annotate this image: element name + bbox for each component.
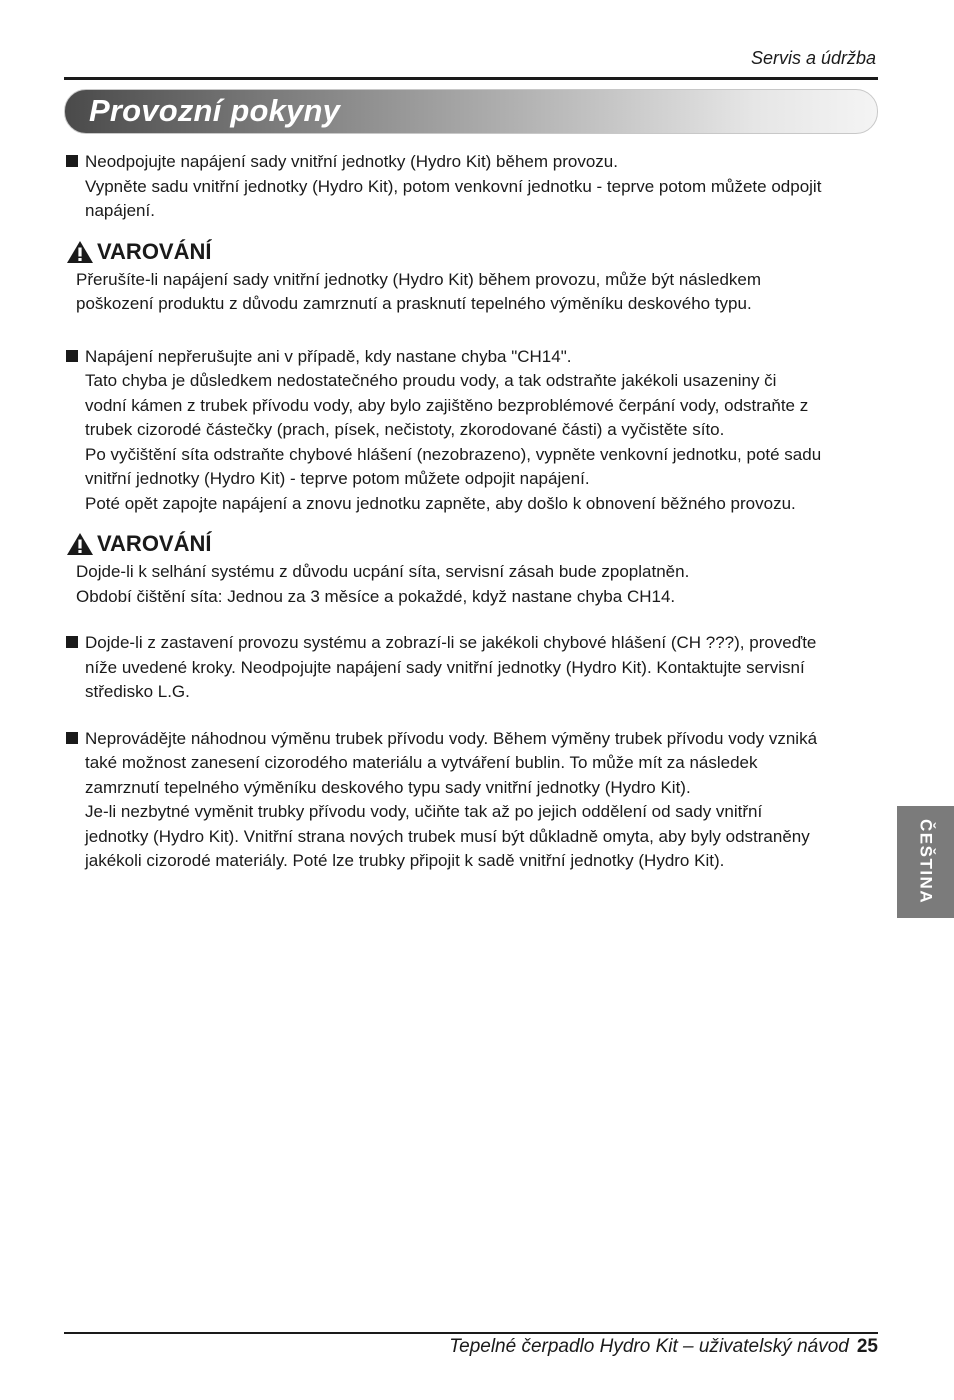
spacer xyxy=(66,609,878,631)
title-bar xyxy=(64,89,878,134)
bullet-line: jednotky (Hydro Kit). Vnitřní strana nových trubek musí být důkladně omyta, aby byly odstraněny xyxy=(85,826,810,846)
warning-line: Dojde-li k selhání systému z důvodu ucpání síta, servisní zásah bude zpoplatněn. xyxy=(76,562,690,581)
warning-heading xyxy=(66,530,878,558)
warning-line: Období čištění síta: Jednou za 3 měsíce a pokaždé, když nastane chyba CH14. xyxy=(76,586,676,606)
bullet-line: Neodpojujte napájení sady vnitřní jednotky (Hydro Kit) během provozu. xyxy=(85,152,618,171)
bullet-line: jakékoli cizorodé materiály. Poté lze trubky připojit k sadě vnitřní jednotky (Hydro Kit). xyxy=(85,851,725,870)
bullet-item xyxy=(66,727,878,874)
warning-block xyxy=(66,530,878,609)
warning-line: poškození produktu z důvodu zamrznutí a prasknutí tepelného výměníku deskového typu. xyxy=(76,294,752,313)
page-title: Provozní pokyny xyxy=(89,93,341,128)
footer xyxy=(449,1336,878,1358)
bullet-line: napájení. xyxy=(85,201,155,220)
bullet-line: Je-li nezbytné vyměnit trubky přívodu vody, učiňte tak až po jejich oddělení od sady vnitřní xyxy=(85,802,763,821)
bullet-line: středisko L.G. xyxy=(85,682,190,701)
warning-label: VAROVÁNÍ xyxy=(97,531,212,556)
bullet-item xyxy=(66,631,878,705)
bullet-square xyxy=(66,636,78,648)
language-tab-label: ČEŠTINA xyxy=(916,819,936,905)
bullet-line: níže uvedené kroky. Neodpojujte napájení sady vnitřní jednotky (Hydro Kit). Kontaktujte servisní xyxy=(85,657,805,677)
header-rule xyxy=(64,77,878,80)
bullet-square xyxy=(66,732,78,744)
bullet-line: vnitřní jednotky (Hydro Kit) - teprve potom můžete odpojit napájení. xyxy=(85,469,590,488)
spacer xyxy=(66,705,878,727)
footer-rule xyxy=(64,1332,878,1334)
bullet-line: Napájení nepřerušujte ani v případě, kdy nastane chyba "CH14". xyxy=(85,346,572,366)
warning-triangle-icon xyxy=(66,240,94,264)
bullet-line: trubek cizorodé částečky (prach, písek, nečistoty, zkorodované části) a vyčistěte síto. xyxy=(85,420,725,439)
bullet-line: Tato chyba je důsledkem nedostatečného proudu vody, a tak odstraňte jakékoli usazeniny či xyxy=(85,371,777,390)
warning-text xyxy=(66,268,878,317)
bullet-item xyxy=(66,345,878,517)
language-tab xyxy=(897,806,954,918)
content xyxy=(66,150,878,874)
warning-triangle-icon xyxy=(66,532,94,556)
warning-block xyxy=(66,238,878,317)
bullet-line: Neprovádějte náhodnou výměnu trubek přívodu vody. Během výměny trubek přívodu vody vzniká xyxy=(85,728,818,748)
page-number: 25 xyxy=(856,1336,878,1357)
bullet-line: zamrznutí tepelného výměníku deskového typu sady vnitřní jednotky (Hydro Kit). xyxy=(85,777,691,797)
bullet-square xyxy=(66,155,78,167)
bullet-line: vodní kámen z trubek přívodu vody, aby bylo zajištěno bezproblémové čerpání vody, odstraňte z xyxy=(85,395,809,415)
footer-text: Tepelné čerpadlo Hydro Kit – uživatelský návod xyxy=(449,1336,849,1357)
bullet-line: Vypněte sadu vnitřní jednotky (Hydro Kit), potom venkovní jednotku - teprve potom můžete odpojit xyxy=(85,176,822,196)
warning-line: Přerušíte-li napájení sady vnitřní jednotky (Hydro Kit) během provozu, může být následkem xyxy=(76,269,762,289)
warning-label: VAROVÁNÍ xyxy=(97,238,212,264)
bullet-square xyxy=(66,350,78,362)
warning-text xyxy=(66,560,878,609)
spacer xyxy=(66,317,878,345)
section-label: Servis a údržba xyxy=(750,48,876,68)
bullet-line: také možnost zanesení cizorodého materiálu a vytváření bublin. To může mít za následek xyxy=(85,753,758,772)
bullet-line: Poté opět zapojte napájení a znovu jednotku zapněte, aby došlo k obnovení běžného provozu. xyxy=(85,493,796,513)
bullet-line: Dojde-li z zastavení provozu systému a zobrazí-li se jakékoli chybové hlášení (CH ???), proveďte xyxy=(85,633,817,652)
warning-heading xyxy=(66,238,878,266)
bullet-item xyxy=(66,150,878,224)
bullet-line: Po vyčištění síta odstraňte chybové hlášení (nezobrazeno), vypněte venkovní jednotku, poté sadu xyxy=(85,444,822,464)
